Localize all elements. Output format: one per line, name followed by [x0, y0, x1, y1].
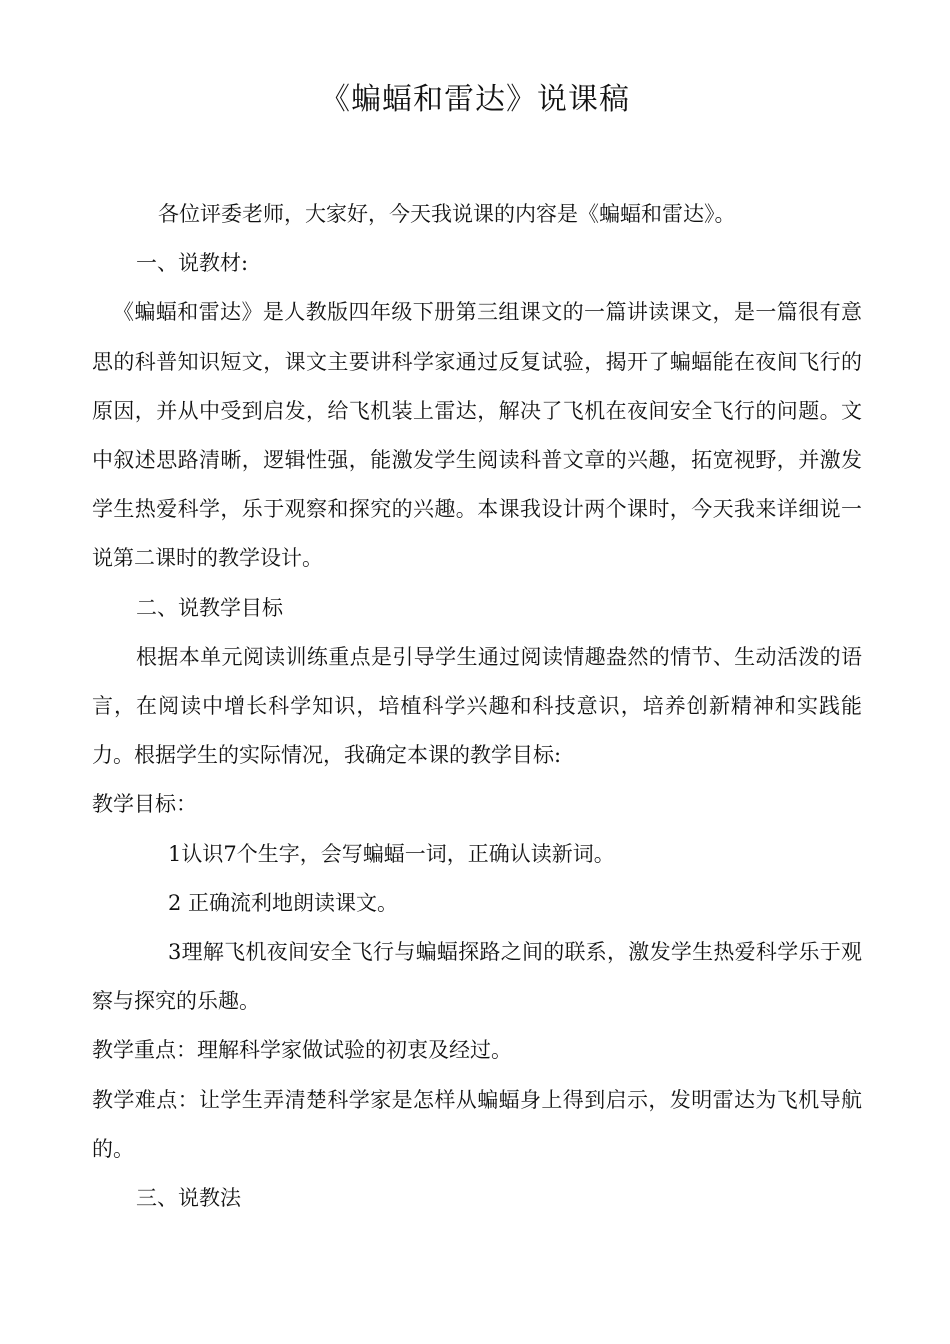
- objective-item-1: 1认识7个生字，会写蝙蝠一词，正确认读新词。: [168, 841, 615, 866]
- greeting-paragraph: 各位评委老师，大家好，今天我说课的内容是《蝙蝠和雷达》。: [158, 202, 736, 226]
- document-body: [92, 190, 862, 1223]
- section-heading-objectives: 二、说教学目标: [136, 595, 283, 620]
- document-title: 《蝙蝠和雷达》说课稿: [320, 82, 630, 117]
- section-heading-methods: 三、说教法: [136, 1186, 241, 1211]
- objectives-paragraph: 根据本单元阅读训练重点是引导学生通过阅读情趣盎然的情节、生动活泼的语言，在阅读中增长科学知识，培植科学兴趣和科技意识，培养创新精神和实践能力。根据学生的实际情况，我确定本课的教学目标:: [92, 644, 862, 768]
- difficulty-paragraph: 教学难点：让学生弄清楚科学家是怎样从蝙蝠身上得到启示，发明雷达为飞机导航的。: [92, 1087, 862, 1161]
- section-heading-textbook: 一、说教材:: [136, 251, 249, 276]
- objectives-label: 教学目标：: [92, 792, 197, 817]
- objective-item-2: 2 正确流利地朗读课文。: [168, 890, 399, 915]
- objective-item-3: 3理解飞机夜间安全飞行与蝙蝠探路之间的联系，激发学生热爱科学乐于观察与探究的乐趣。: [92, 940, 862, 1014]
- key-point-paragraph: 教学重点：理解科学家做试验的初衷及经过。: [92, 1038, 512, 1063]
- textbook-paragraph: 《蝙蝠和雷达》是人教版四年级下册第三组课文的一篇讲读课文，是一篇很有意思的科普知识短文，课文主要讲科学家通过反复试验，揭开了蝙蝠能在夜间飞行的原因，并从中受到启发，给飞机装上雷达，解决了飞机在夜间安全飞行的问题。文中叙述思路清晰，逻辑性强，能激发学生阅读科普文章的兴趣，拓宽视野，并激发学生热爱科学，乐于观察和探究的兴趣。本课我设计两个课时，今天我来详细说一说第二课时的教学设计。: [92, 300, 862, 571]
